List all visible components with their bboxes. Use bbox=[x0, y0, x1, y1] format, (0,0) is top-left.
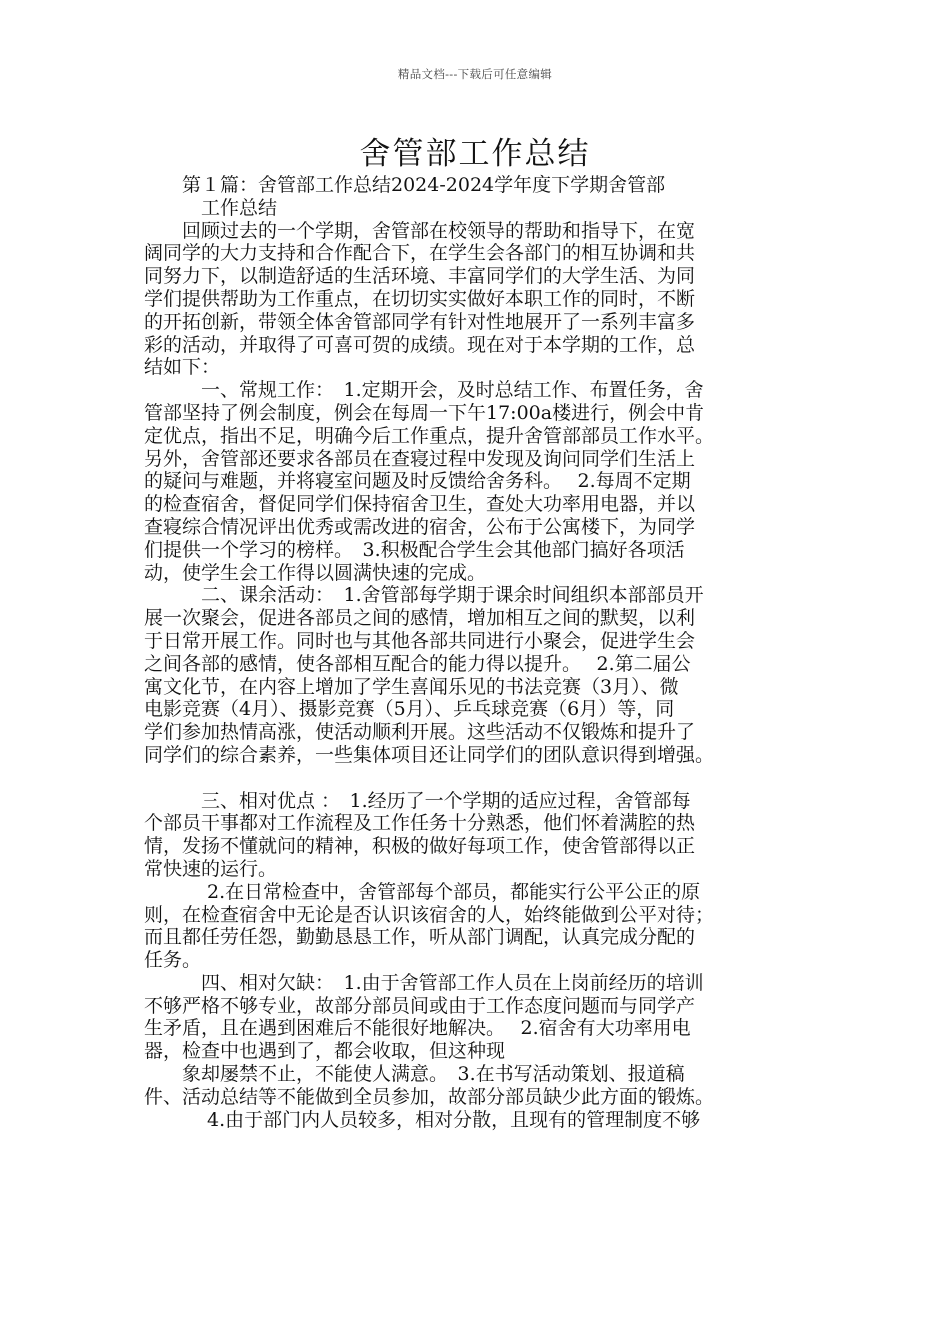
body-text-line: 而且都任劳任怨，勤勤恳恳工作，听从部门调配，认真完成分配的 bbox=[144, 926, 696, 949]
body-text-line: 不够严格不够专业，故部分部员间或由于工作态度问题而与同学产 bbox=[144, 994, 696, 1017]
body-text-line: 4.由于部门内人员较多，相对分散，且现有的管理制度不够 bbox=[144, 1108, 701, 1131]
body-text-line: 件、活动总结等不能做到全员参加，故部分部员缺少此方面的锻炼。 bbox=[144, 1085, 715, 1108]
body-text-line: 常快速的运行。 bbox=[144, 857, 278, 880]
paragraph-gap bbox=[144, 767, 812, 790]
body-text-line: 于日常开展工作。同时也与其他各部共同进行小聚会，促进学生会 bbox=[144, 629, 696, 652]
body-text-line: 管部坚持了例会制度，例会在每周一下午17:00a楼进行，例会中肯 bbox=[144, 401, 705, 424]
body-text-line: 学们参加热情高涨，使活动顺利开展。这些活动不仅锻炼和提升了 bbox=[144, 721, 696, 744]
body-text-line: 学们提供帮助为工作重点，在切切实实做好本职工作的同时，不断 bbox=[144, 287, 696, 310]
body-text-line: 一、常规工作： 1.定期开会，及时总结工作、布置任务，舍 bbox=[144, 379, 704, 402]
document-title: 舍管部工作总结 bbox=[359, 136, 591, 172]
body-text-line: 回顾过去的一个学期，舍管部在校领导的帮助和指导下，在宽 bbox=[144, 219, 696, 242]
body-text-line: 三、相对优点 ： 1.经历了一个学期的适应过程，舍管部每 bbox=[144, 789, 691, 812]
document-body bbox=[144, 174, 812, 1131]
body-text-line: 寓文化节，在内容上增加了学生喜闻乐见的书法竞赛（3月）、微 bbox=[144, 675, 679, 698]
body-text-line: 任务。 bbox=[144, 949, 202, 972]
body-text-line: 查寝综合情况评出优秀或需改进的宿舍，公布于公寓楼下，为同学 bbox=[144, 515, 696, 538]
body-text-line: 们提供一个学习的榜样。 3.积极配合学生会其他部门搞好各项活 bbox=[144, 538, 685, 561]
body-text-line: 象却屡禁不止，不能使人满意。 3.在书写活动策划、报道稿 bbox=[144, 1063, 685, 1086]
body-text-line: 动，使学生会工作得以圆满快速的完成。 bbox=[144, 561, 487, 584]
body-text-line: 生矛盾，且在遇到困难后不能很好地解决。 2.宿舍有大功率用电 bbox=[144, 1017, 691, 1040]
body-text-line: 同学们的综合素养，一些集体项目还让同学们的团队意识得到增强。 bbox=[144, 743, 715, 766]
body-text-line: 器，检查中也遇到了，都会收取，但这种现 bbox=[144, 1040, 506, 1063]
body-text-line: 则，在检查宿舍中无论是否认识该宿舍的人，始终能做到公平对待； bbox=[144, 903, 715, 926]
body-text-line: 第１篇：舍管部工作总结2024-2024学年度下学期舍管部 bbox=[144, 174, 666, 196]
body-text-line: 个部员干事都对工作流程及工作任务十分熟悉，他们怀着满腔的热 bbox=[144, 812, 696, 835]
body-text-line: 的开拓创新，带领全体舍管部同学有针对性地展开了一系列丰富多 bbox=[144, 310, 696, 333]
body-text-line: 二、课余活动： 1.舍管部每学期于课余时间组织本部部员开 bbox=[144, 584, 704, 607]
body-text-line: 电影竞赛（4月）、摄影竞赛（5月）、乒乓球竞赛（6月）等，同 bbox=[144, 698, 675, 721]
body-text-line: 定优点，指出不足，明确今后工作重点，提升舍管部部员工作水平。 bbox=[144, 424, 715, 447]
body-text-line: 同努力下，以制造舒适的生活环境、丰富同学们的大学生活、为同 bbox=[144, 265, 696, 288]
body-text-line: 之间各部的感情，使各部相互配合的能力得以提升。 2.第二届公 bbox=[144, 652, 691, 675]
body-text-line: 四、相对欠缺： 1.由于舍管部工作人员在上岗前经历的培训 bbox=[144, 971, 704, 994]
body-text-line: 阔同学的大力支持和合作配合下，在学生会各部门的相互协调和共 bbox=[144, 242, 696, 265]
body-text-line: 2.在日常检查中，舍管部每个部员，都能实行公平公正的原 bbox=[144, 880, 701, 903]
body-text-line: 结如下： bbox=[144, 356, 221, 379]
body-text-line: 的检查宿舍，督促同学们保持宿舍卫生，查处大功率用电器，并以 bbox=[144, 493, 696, 516]
body-text-line: 展一次聚会，促进各部员之间的感情，增加相互之间的默契，以利 bbox=[144, 607, 696, 630]
body-text-line: 彩的活动，并取得了可喜可贺的成绩。现在对于本学期的工作，总 bbox=[144, 333, 696, 356]
header-watermark: 精品文档---下载后可任意编辑 bbox=[397, 67, 553, 81]
body-text-line: 工作总结 bbox=[144, 196, 278, 219]
body-text-line: 另外，舍管部还要求各部员在查寝过程中发现及询问同学们生活上 bbox=[144, 447, 696, 470]
body-text-line: 情，发扬不懂就问的精神，积极的做好每项工作，使舍管部得以正 bbox=[144, 835, 696, 858]
body-text-line: 的疑问与难题，并将寝室问题及时反馈给舍务科。 2.每周不定期 bbox=[144, 470, 691, 493]
